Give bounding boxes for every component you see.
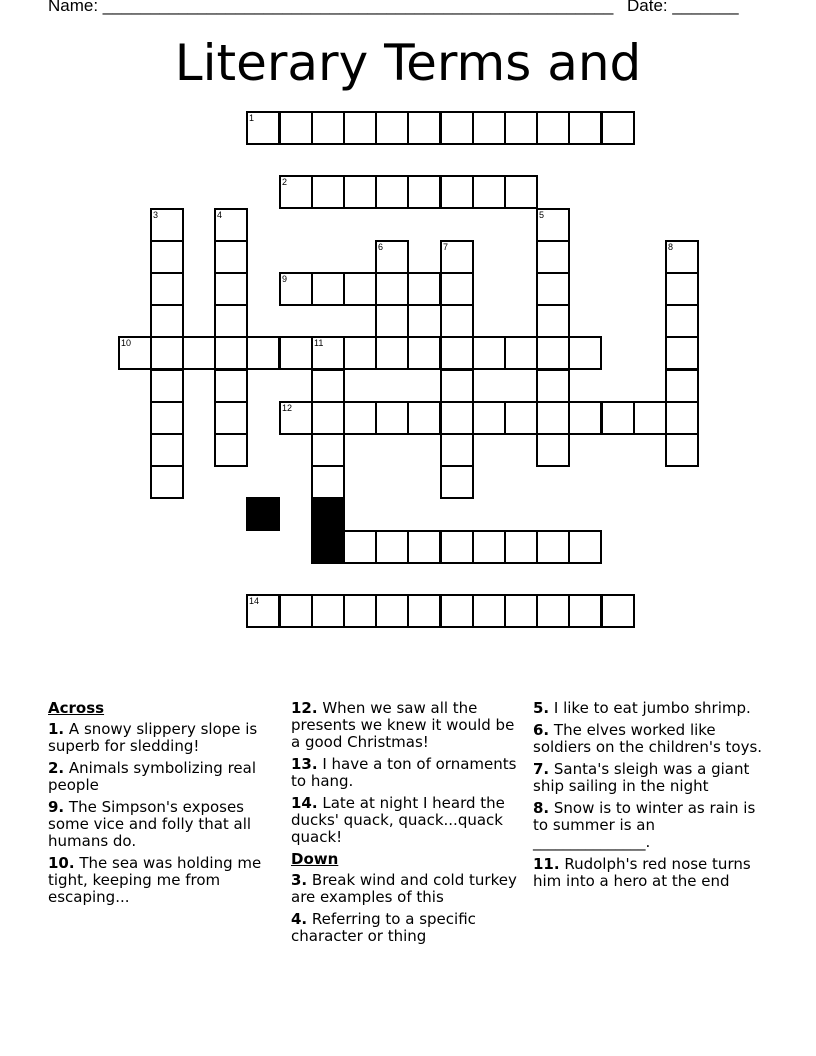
page-title: Literary Terms and [174, 34, 642, 92]
crossword-cell[interactable] [568, 336, 602, 370]
clue-number: 4. [291, 910, 308, 928]
clue-item [48, 721, 274, 755]
clue-number: 11. [533, 855, 560, 873]
crossword-cell[interactable] [150, 401, 184, 435]
crossword-cell[interactable] [536, 240, 570, 274]
crossword-cell[interactable] [150, 433, 184, 467]
crossword-cell[interactable] [536, 111, 570, 145]
crossword-cell[interactable] [311, 433, 345, 467]
crossword-cell[interactable] [214, 304, 248, 338]
clue-number: 2. [48, 759, 65, 777]
crossword-cell[interactable] [182, 336, 216, 370]
clue-text: Referring to a specific character or thing [291, 910, 476, 945]
crossword-cell[interactable] [375, 175, 409, 209]
crossword-cell[interactable] [214, 401, 248, 435]
cell-number: 8 [668, 242, 674, 252]
crossword-cell[interactable] [536, 304, 570, 338]
crossword-cell[interactable] [536, 272, 570, 306]
crossword-cell[interactable] [407, 336, 441, 370]
crossword-cell[interactable] [279, 401, 313, 435]
clue-text: I have a ton of ornaments to hang. [291, 755, 517, 790]
crossword-cell[interactable] [311, 336, 345, 370]
crossword-cell[interactable] [440, 433, 474, 467]
crossword-cell[interactable] [375, 111, 409, 145]
clue-text: I like to eat jumbo shrimp. [549, 699, 751, 717]
crossword-cell[interactable] [118, 336, 152, 370]
cell-number: 3 [153, 210, 159, 220]
crossword-cell[interactable] [343, 272, 377, 306]
clue-number: 7. [533, 760, 550, 778]
crossword-cell[interactable] [440, 175, 474, 209]
clue-item [291, 756, 527, 790]
clue-item [533, 700, 765, 717]
clue-list-column2-across [291, 700, 527, 846]
crossword-cell[interactable] [311, 594, 345, 628]
crossword-cell[interactable] [665, 369, 699, 403]
crossword-cell[interactable] [536, 401, 570, 435]
crossword-cell[interactable] [214, 208, 248, 242]
crossword-cell[interactable] [407, 401, 441, 435]
name-label: Name: [48, 0, 103, 15]
crossword-cell[interactable] [440, 401, 474, 435]
crossword-cell[interactable] [343, 594, 377, 628]
crossword-cell[interactable] [375, 530, 409, 564]
crossword-cell[interactable] [246, 111, 280, 145]
crossword-cell[interactable] [375, 272, 409, 306]
crossword-cell[interactable] [375, 401, 409, 435]
cell-number: 11 [314, 338, 324, 348]
clue-text: A snowy slippery slope is superb for sledding! [48, 720, 258, 755]
crossword-cell[interactable] [665, 272, 699, 306]
crossword-cell[interactable] [214, 336, 248, 370]
clue-text: Late at night I heard the ducks' quack, quack...quack quack! [291, 794, 505, 846]
crossword-cell[interactable] [407, 175, 441, 209]
crossword-cell[interactable] [536, 336, 570, 370]
crossword-cell[interactable] [343, 530, 377, 564]
crossword-cell[interactable] [472, 336, 506, 370]
crossword-cell[interactable] [375, 304, 409, 338]
across-heading: Across [48, 699, 105, 717]
crossword-cell[interactable] [472, 530, 506, 564]
clue-item [291, 872, 527, 906]
crossword-cell[interactable] [504, 175, 538, 209]
date-blank[interactable]: _______ [672, 0, 739, 15]
cell-number: 12 [282, 403, 293, 413]
crossword-cell[interactable] [375, 594, 409, 628]
crossword-cell[interactable] [311, 272, 345, 306]
clue-item [48, 799, 274, 850]
crossword-cell[interactable] [472, 175, 506, 209]
crossword-cell[interactable] [150, 272, 184, 306]
crossword-cell[interactable] [214, 240, 248, 274]
clue-number: 10. [48, 854, 75, 872]
crossword-cell[interactable] [214, 369, 248, 403]
crossword-cell[interactable] [568, 111, 602, 145]
clue-number: 6. [533, 721, 550, 739]
clue-number: 3. [291, 871, 308, 889]
cell-number: 2 [282, 177, 288, 187]
clue-item [533, 722, 765, 756]
crossword-cell[interactable] [440, 111, 474, 145]
clue-text: Rudolph's red nose turns him into a hero at the end [533, 855, 751, 890]
clue-column-3 [533, 700, 765, 895]
crossword-cell[interactable] [504, 594, 538, 628]
crossword-cell[interactable] [311, 111, 345, 145]
clue-number: 12. [291, 699, 318, 717]
crossword-cell[interactable] [536, 369, 570, 403]
crossword-cell[interactable] [504, 111, 538, 145]
clue-text: Animals symbolizing real people [48, 759, 256, 794]
clue-list-column2-down [291, 872, 527, 945]
crossword-cell[interactable] [665, 401, 699, 435]
crossword-cell[interactable] [343, 336, 377, 370]
crossword-cell[interactable] [440, 594, 474, 628]
cell-number: 9 [282, 274, 288, 284]
crossword-cell[interactable] [150, 240, 184, 274]
clue-item [48, 760, 274, 794]
clue-number: 14. [291, 794, 318, 812]
crossword-cell[interactable] [504, 401, 538, 435]
crossword-cell[interactable] [440, 304, 474, 338]
clue-column-1 [48, 700, 274, 911]
crossword-cell[interactable] [536, 594, 570, 628]
crossword-cell[interactable] [279, 111, 313, 145]
clue-item [533, 800, 765, 851]
crossword-cell[interactable] [536, 208, 570, 242]
crossword-cell[interactable] [311, 175, 345, 209]
crossword-cell[interactable] [279, 594, 313, 628]
crossword-cell[interactable] [472, 594, 506, 628]
cell-number: 6 [378, 242, 384, 252]
crossword-cell[interactable] [279, 272, 313, 306]
clue-text: The Simpson's exposes some vice and folly that all humans do. [48, 798, 252, 850]
clue-text: Break wind and cold turkey are examples of this [291, 871, 517, 906]
crossword-cell[interactable] [568, 401, 602, 435]
crossword-cell[interactable] [536, 530, 570, 564]
clue-text: The sea was holding me tight, keeping me from escaping... [48, 854, 262, 906]
crossword-cell[interactable] [601, 401, 635, 435]
crossword-cell[interactable] [279, 175, 313, 209]
clue-item [533, 761, 765, 795]
down-heading: Down [291, 850, 339, 868]
clue-number: 9. [48, 798, 65, 816]
crossword-cell[interactable] [633, 401, 667, 435]
clue-number: 5. [533, 699, 550, 717]
crossword-cell[interactable] [504, 530, 538, 564]
crossword-black-square [311, 530, 345, 564]
crossword-cell[interactable] [375, 336, 409, 370]
crossword-cell[interactable] [311, 465, 345, 499]
crossword-cell[interactable] [343, 401, 377, 435]
crossword-cell[interactable] [311, 401, 345, 435]
name-blank[interactable]: ______________________________________________________ [102, 0, 614, 15]
crossword-cell[interactable] [246, 594, 280, 628]
crossword-cell[interactable] [279, 336, 313, 370]
crossword-cell[interactable] [504, 336, 538, 370]
crossword-cell[interactable] [150, 304, 184, 338]
clue-text: Snow is to winter as rain is to summer is an _______________. [533, 799, 756, 851]
clue-item [291, 911, 527, 945]
crossword-cell[interactable] [440, 369, 474, 403]
crossword-cell[interactable] [601, 594, 635, 628]
crossword-cell[interactable] [150, 208, 184, 242]
cell-number: 5 [539, 210, 545, 220]
clue-number: 13. [291, 755, 318, 773]
crossword-cell[interactable] [568, 594, 602, 628]
crossword-cell[interactable] [311, 369, 345, 403]
cell-number: 7 [443, 242, 449, 252]
crossword-cell[interactable] [440, 530, 474, 564]
crossword-black-square [311, 497, 345, 531]
crossword-cell[interactable] [665, 240, 699, 274]
crossword-cell[interactable] [568, 530, 602, 564]
clue-text: The elves worked like soldiers on the children's toys. [533, 721, 763, 756]
crossword-cell[interactable] [343, 175, 377, 209]
clue-item [533, 856, 765, 890]
crossword-cell[interactable] [440, 465, 474, 499]
date-label: Date: [627, 0, 673, 15]
crossword-cell[interactable] [343, 111, 377, 145]
crossword-black-square [246, 497, 280, 531]
clue-number: 8. [533, 799, 550, 817]
clue-item [48, 855, 274, 906]
clue-item [291, 700, 527, 751]
clue-list-column1 [48, 721, 274, 906]
crossword-cell[interactable] [472, 401, 506, 435]
clue-column-2 [291, 700, 527, 950]
crossword-cell[interactable] [440, 336, 474, 370]
clue-text: When we saw all the presents we knew it would be a good Christmas! [291, 699, 515, 751]
crossword-cell[interactable] [407, 530, 441, 564]
crossword-cell[interactable] [150, 369, 184, 403]
crossword-cell[interactable] [601, 111, 635, 145]
crossword-cell[interactable] [407, 272, 441, 306]
crossword-cell[interactable] [214, 272, 248, 306]
crossword-cell[interactable] [440, 240, 474, 274]
cell-number: 10 [121, 338, 132, 348]
clue-item [291, 795, 527, 846]
crossword-cell[interactable] [246, 336, 280, 370]
cell-number: 14 [249, 596, 260, 606]
crossword-cell[interactable] [407, 594, 441, 628]
crossword-cell[interactable] [150, 465, 184, 499]
clue-number: 1. [48, 720, 65, 738]
cell-number: 1 [249, 113, 255, 123]
crossword-cell[interactable] [536, 433, 570, 467]
crossword-cell[interactable] [214, 433, 248, 467]
clue-text: Santa's sleigh was a giant ship sailing in the night [533, 760, 750, 795]
crossword-cell[interactable] [150, 336, 184, 370]
crossword-cell[interactable] [665, 433, 699, 467]
crossword-cell[interactable] [472, 111, 506, 145]
crossword-cell[interactable] [665, 304, 699, 338]
crossword-cell[interactable] [665, 336, 699, 370]
crossword-cell[interactable] [375, 240, 409, 274]
clue-list-column3 [533, 700, 765, 890]
crossword-cell[interactable] [407, 111, 441, 145]
cell-number: 4 [217, 210, 223, 220]
crossword-cell[interactable] [440, 272, 474, 306]
